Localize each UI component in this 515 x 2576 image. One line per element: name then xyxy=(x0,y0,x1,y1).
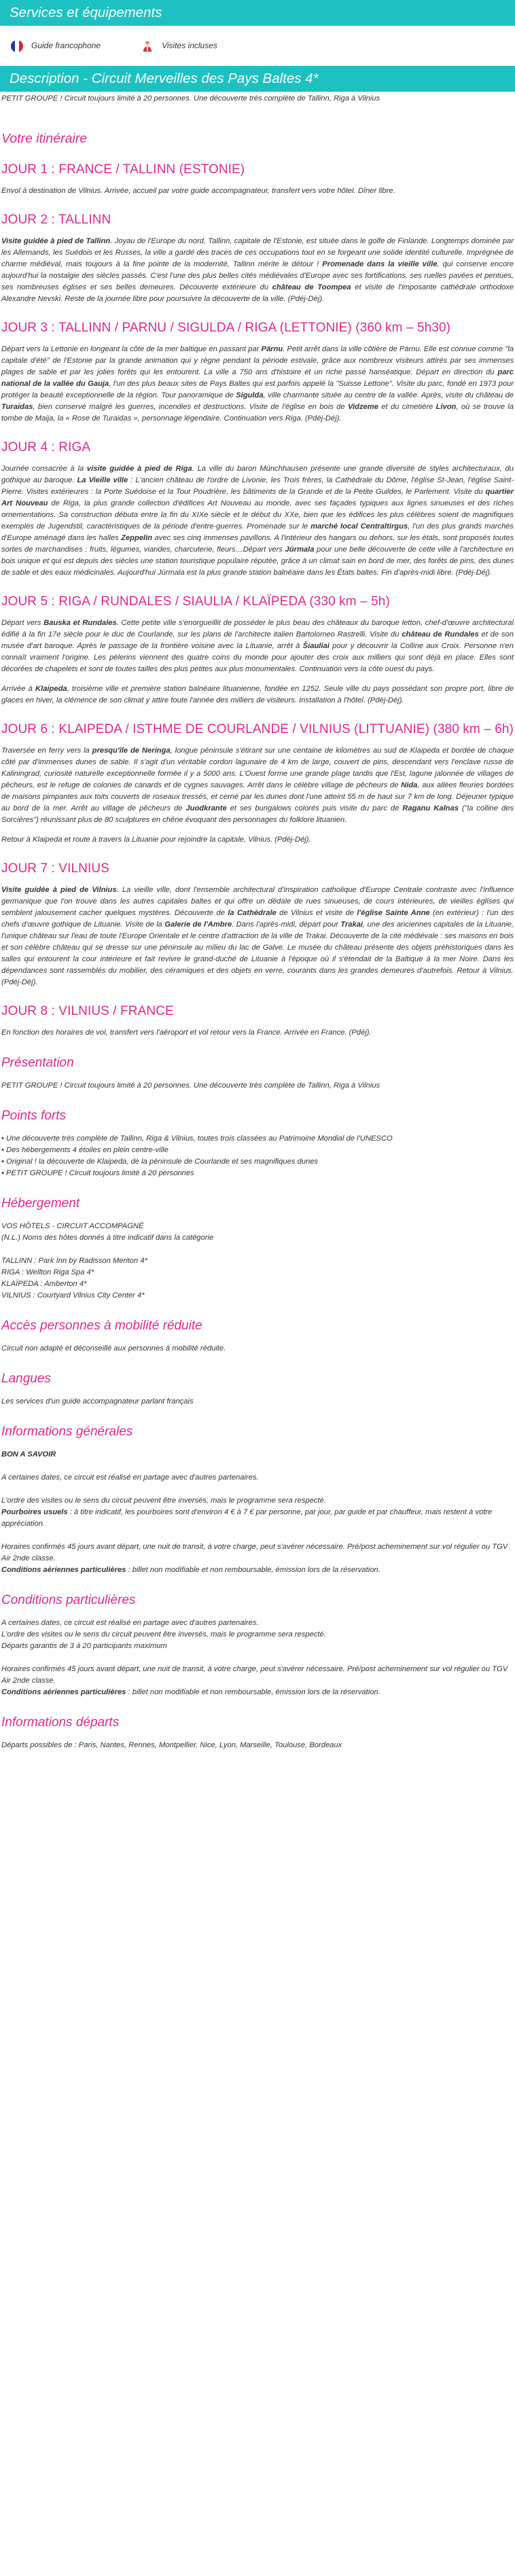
day-title: JOUR 1 : FRANCE / TALLINN (ESTONIE) xyxy=(1,162,245,177)
day-description: Retour à Klaipeda et route à travers la Lituanie pour rejoindre la capitale, Vilnius. (Pdéj-Déj). xyxy=(1,836,311,844)
hotels-note: (N.L.) Noms des hôtes donnés à titre indicatif dans la catégorie xyxy=(1,1234,214,1242)
hotel-item: RIGA : Wellton Riga Spa 4* xyxy=(1,1268,94,1276)
points-forts-section xyxy=(1,1108,514,1179)
hotel-item: TALLINN : Park Inn by Radisson Meriton 4* xyxy=(1,1257,147,1265)
day-title: JOUR 3 : TALLINN / PARNU / SIGULDA / RIGA (LETTONIE) (360 km – 5h30) xyxy=(1,321,451,335)
langues-text: Les services d'un guide accompagnateur parlant français xyxy=(1,1397,194,1406)
itinerary-title: Votre itinéraire xyxy=(1,131,88,146)
services-list xyxy=(0,26,515,66)
service-visits-label: Visites incluses xyxy=(162,41,217,50)
day-description: Départ vers Bauska et Rundales. Cette petite ville s'enorgueillit de posséder le plus beau des châteaux du baroque letton, chef-d'œuvre architectural édifié à la fin 17e siècle pour le duc de Courlande, sur les plans de l'architecte italien Bartolomeo Rastrelli. Visite du château de Rundales et de son musée d'art baroque. Après le passage de la frontière voisine avec la Lituanie, arrêt à Šiauliai pour y découvrir la Colline aux Croix. Personne n'en connaît vraiment l'origine. Les pèlerins viennent des quatre coins du monde pour ajouter des croix aux milliers qui sont déjà en place. Elles sont décorées de chapelets et sont de toutes tailles des plus petites aux plus monumentales. Continuation vers la côte ouest du pays. xyxy=(1,619,514,673)
infos-title: Informations générales xyxy=(1,1425,133,1439)
day-description: Visite guidée à pied de Vilnius. La vieille ville, dont l'ensemble architectural d'inspiration catholique d'Europe Centrale contraste avec l'influence germanique que l'on trouve dans les autres capitales baltes et qui offre un dédale de rues sinueuses, de cours intérieures, de vieilles églises qui semblent jalousement cacher quelques mystères. Découverte de la Cathédrale de Vilnius et visite de l'église Sainte Anne (en extérieur) : l'un des chefs d'œuvre gothique de Lituanie. Visite de la Galerie de l'Ambre. Dans l'après-midi, départ pour Trakai, une des anciennes capitales de la Lituanie, l'unique château sur l'eau de toute l'Europe Orientale et le centre d'attraction de la ville de Trakai. Découverte de la cité médiévale : ses maisons en bois et son célèbre château qui se dresse sur une péninsule au milieu du lac de Galve. Le musée du château présente des objets préhistoriques dans les salles qui entourent la cour intérieure et fait revivre le grand-duché de Lituanie à l'époque où il s'étendait de la Baltique à la mer Noire. Dans les dépendances sont rassemblés du mobilier, des céramiques et des objets en verre, courants dans les grandes demeures d'autrefois. Retour à Vilnius. (Pdéj-Déj). xyxy=(1,886,514,986)
itinerary-day xyxy=(1,320,514,425)
list-item: • Original ! la découverte de Klaipeda, de la péninsule de Courlande et ses magnifiques dunes xyxy=(1,1156,514,1168)
points-forts-title: Points forts xyxy=(1,1109,67,1123)
conditions-text: Horaires confirmés 45 jours avant départ, une nuit de transit, à votre charge, peut s'avérer nécessaire. Pré/post acheminement sur vol régulier ou TGV Air 2nde classe. xyxy=(1,1665,508,1685)
langues-section xyxy=(1,1371,514,1408)
infos-subtitle: BON A SAVOIR xyxy=(1,1450,56,1459)
presentation-section xyxy=(1,1055,514,1092)
service-visits xyxy=(141,40,217,52)
day-title: JOUR 4 : RIGA xyxy=(1,440,91,454)
list-item: • Des hébergements 4 étoiles en plein centre-ville xyxy=(1,1145,514,1156)
list-item: • Une découverte très complète de Tallinn, Riga & Vilnius, toutes trois classées au Patrimoine Mondial de l'UNESCO xyxy=(1,1133,514,1145)
day-description: En fonction des horaires de vol, transfert vers l'aéroport et vol retour vers la France. Arrivée en France. (Pdéj). xyxy=(1,1028,372,1037)
guide-person-icon xyxy=(141,40,154,52)
infos-text: L'ordre des visites ou le sens du circuit peuvent être inversés, mais le programme sera respecté. xyxy=(1,1497,326,1505)
itinerary-days xyxy=(1,162,514,1039)
hotel-item: KLAÏPEDA : Amberton 4* xyxy=(1,1280,87,1288)
conditions-section xyxy=(1,1592,514,1698)
presentation-text: PETIT GROUPE ! Circuit toujours limité à 20 personnes. Une découverte très complète de Tallinn, Riga à Vilnius xyxy=(1,1081,380,1090)
french-flag-icon xyxy=(11,40,23,52)
air-text: : billet non modifiable et non remboursable, émission lors de la réservation. xyxy=(126,1566,380,1574)
conditions-text: A certaines dates, ce circuit est réalisé en partage avec d'autres partenaires. xyxy=(1,1619,259,1627)
service-guide-label: Guide francophone xyxy=(31,41,101,50)
conditions-title: Conditions particulières xyxy=(1,1593,136,1607)
services-header-bar: Services et équipements xyxy=(0,0,515,26)
itinerary-day xyxy=(1,721,514,846)
day-description: Départ vers la Lettonie en longeant la côte de la mer baltique en passant par Pärnu. Petit arrêt dans la ville côtière de Pärnu. Elle est connue comme "la capitale d'été" de l'Estonie par la grande animation qui y règne pendant la période estivale, grâce aux nombreux visiteurs attirés par ses immenses plages de sable et par les jolies forêts qui les entourent. La ville a 750 ans d'histoire et un riche passé hanséatique. Départ en direction du parc national de la vallée du Gauja, l'un des plus beaux sites de Pays Baltes qui est parfois appelé la "Suisse Lettone". Visite du parc, fondé en 1973 pour protéger la beauté exceptionnelle de la région. Tour panoramique de Sigulda, ville charmante située au centre de la vallée. Après, visite du château de Turaidas, bien conservé malgré les guerres, incendies et destructions. Visite de l'église en bois de Vidzeme et du cimetière Livon, où se trouve la tombe de Maija, la « Rose de Turaidas », personnage légendaire. Continuation vers Riga. (Pdéj-Déj). xyxy=(1,345,514,423)
tips-label: Pourboires usuels xyxy=(1,1508,68,1516)
conditions-text: Départs garantis de 3 à 20 participants maximum xyxy=(1,1642,167,1650)
hotel-item: VILNIUS : Courtyard Vilnius City Center 4* xyxy=(1,1291,145,1300)
presentation-title: Présentation xyxy=(1,1056,74,1070)
itinerary-day xyxy=(1,594,514,706)
infos-tips xyxy=(1,1507,514,1530)
hebergement-title: Hébergement xyxy=(1,1196,80,1211)
infos-text: Horaires confirmés 45 jours avant départ, une nuit de transit, à votre charge, peut s'avérer nécessaire. Pré/post acheminement sur vol régulier ou TGV Air 2nde classe. xyxy=(1,1543,508,1562)
hotels-header: VOS HÔTELS - CIRCUIT ACCOMPAGNÉ xyxy=(1,1222,144,1230)
departs-title: Informations départs xyxy=(1,1715,120,1730)
day-description: Journée consacrée à la visite guidée à pied de Riga. La ville du baron Münchhausen présente une grande diversité de styles architecturaux, du gothique au baroque. La Vieille ville : L'ancien château de l'ordre de Livonie, les Trois frères, la Cathédrale du Dôme, l'église St-Jean, l'église Saint-Pierre. Visites extérieures : la Porte Suédoise et la Tour Poudrière, les bâtiments de la Grande et de la Petite Guildes, le Parlement. Visite du quartier Art Nouveau de Riga, la plus grande collection d'édifices Art Nouveau au monde, avec ses façades typiques aux lignes sinueuses et des riches ornementations. Sa construction débuta entre la fin du XIXe siècle et le début du XXe, bien que les édifices les plus célèbres soient de magnifiques exemples de Jugendstil, caractéristiques de la période d'entre-guerres. Promenade sur le marché local Centraltirgus, l'un des plus grands marchés d'Europe aménagé dans les halles Zeppelin avec ses cinq immenses pavillons. A l'intérieur des hangars ou dehors, sur les étals, sont proposés toutes sortes de marchandises : fruits, légumes, viandes, charcuterie, fleurs…Départ vers Jūrmala pour une belle découverte de cette ville à l'architecture en bois unique et qui est depuis des siècles une station touristique populaire réputée, grâce à un climat sain en bord de mer, des forêts de pins, des dunes de sable et des eaux médicinales. Aujourd'hui Jūrmala est la plus grande station balnéaire dans les États baltes. Fin d'après-midi libre. (Pdéj-Déj). xyxy=(1,465,514,577)
acces-text: Circuit non adapté et déconseillé aux personnes à mobilité réduite. xyxy=(1,1344,226,1353)
itinerary-day xyxy=(1,861,514,988)
day-title: JOUR 8 : VILNIUS / FRANCE xyxy=(1,1004,174,1018)
itinerary-day xyxy=(1,1003,514,1039)
intro-text: PETIT GROUPE ! Circuit toujours limité à 20 personnes. Une découverte très complète de Tallinn, Riga à Vilnius xyxy=(1,94,380,103)
acces-title: Accès personnes à mobilité réduite xyxy=(1,1319,202,1333)
day-description: Arrivée à Klaipeda, troisième ville et première station balnéaire lituanienne, fondée en 1252. Seule ville du pays possédant son propre port, libre de glaces en hiver, la clémence de son climat y attire toute l'année des milliers de visiteurs. Installation à l'hôtel. (Pdéj-Déj). xyxy=(1,685,514,704)
departs-section xyxy=(1,1715,514,1751)
air-text: : billet non modifiable et non remboursable, émission lors de la réservation. xyxy=(126,1688,380,1696)
day-title: JOUR 6 : KLAIPEDA / ISTHME DE COURLANDE / VILNIUS (LITTUANIE) (380 km – 6h) xyxy=(1,722,514,736)
informations-generales-section xyxy=(1,1424,514,1576)
itinerary-day xyxy=(1,440,514,579)
hebergement-section xyxy=(1,1196,514,1302)
day-description: Visite guidée à pied de Tallinn. Joyau de l'Europe du nord, Tallinn, capitale de l'Estonie, est située dans le golfe de Finlande. Longtemps dominée par les Allemands, les Suédois et les Russes, la ville a gardé des traces de ces occupations tout en se forgeant une solide identité culturelle. Imprégnée de charme médiéval, mais toujours à la fine pointe de la modernité, Tallinn mérite le détour ! Promenade dans la vieille ville, qui conserve encore aujourd'hui la nostalgie des siècles passés. C'est l'une des plus belles cités médiévales d'Europe avec ses fortifications, ses ruelles pavées et pentues, ses nombreuses églises et ses belles demeures. Découverte extérieure du château de Toompea et visite de l'imposante cathédrale orthodoxe Alexandre Nevski. Reste de la journée libre pour poursuivre la découverte de la ville. (Pdéj-Déj). xyxy=(1,237,514,303)
infos-text: A certaines dates, ce circuit est réalisé en partage avec d'autres partenaires. xyxy=(1,1473,259,1482)
description-header-bar: Description - Circuit Merveilles des Pays Baltes 4* xyxy=(0,66,515,92)
departs-text: Départs possibles de : Paris, Nantes, Rennes, Montpellier, Nice, Lyon, Marseille, Toulouse, Bordeaux xyxy=(1,1741,342,1749)
day-title: JOUR 5 : RIGA / RUNDALES / SIAULIA / KLAÏPEDA (330 km – 5h) xyxy=(1,594,390,609)
infos-air xyxy=(1,1564,514,1576)
air-label: Conditions aériennes particulières xyxy=(1,1566,126,1574)
day-description: Envol à destination de Vilnius. Arrivée, accueil par votre guide accompagnateur, transfert vers votre hôtel. Dîner libre. xyxy=(1,187,395,195)
conditions-text: L'ordre des visites ou le sens du circuit peuvent être inversés, mais le programme sera respecté. xyxy=(1,1630,326,1639)
langues-title: Langues xyxy=(1,1372,51,1386)
list-item: • PETIT GROUPE ! Circuit toujours limité à 20 personnes xyxy=(1,1168,514,1179)
tips-text: : à titre indicatif, les pourboires sont d'environ 4 € à 7 € par personne, par jour, par guide et par chauffeur, mais restent à votre appréciation. xyxy=(1,1508,493,1528)
day-title: JOUR 2 : TALLINN xyxy=(1,213,111,227)
service-guide xyxy=(11,40,101,52)
conditions-air xyxy=(1,1687,514,1698)
day-description: Traversée en ferry vers la presqu'île de Neringa, longue péninsule s'étirant sur une centaine de kilomètres au sud de Klaipeda et bordée de chaque côté par d'immenses dunes de sable. Il s'agit d'un véritable cordon lagunaire de 4 km de large, couvert de pins, descendant vers l'enclave russe de Kaliningrad, curiosité naturelle exceptionnelle formée il y a 5000 ans. L'Ouest forme une grande plage tandis que l'Est, lagune jalonnée de villages de pêcheurs, est le refuge de colonies de canards et de cygnes sauvages. Arrêt dans le célèbre village de pêcheurs de Nida, aux allées fleuries bordées de maisons pimpantes aux toits couverts de roseaux tressés, et cerné par les dunes dont l'une atteint 55 m de haut sur 7 km de long. Déjeuner typique au bord de la mer. Arrêt au village de pêcheurs de Juodkrante et ses bungalows colorés puis visite du parc de Raganu Kalnas ("la colline des Sorcières") réunissant plus de 80 sculptures en chêne évoquant des personnages du folklore lituanien. xyxy=(1,747,514,824)
air-label: Conditions aériennes particulières xyxy=(1,1688,126,1696)
itinerary-day xyxy=(1,162,514,197)
points-forts-list xyxy=(1,1133,514,1179)
itinerary-day xyxy=(1,212,514,305)
acces-section xyxy=(1,1318,514,1355)
day-title: JOUR 7 : VILNIUS xyxy=(1,861,109,876)
description-content xyxy=(0,93,515,1751)
